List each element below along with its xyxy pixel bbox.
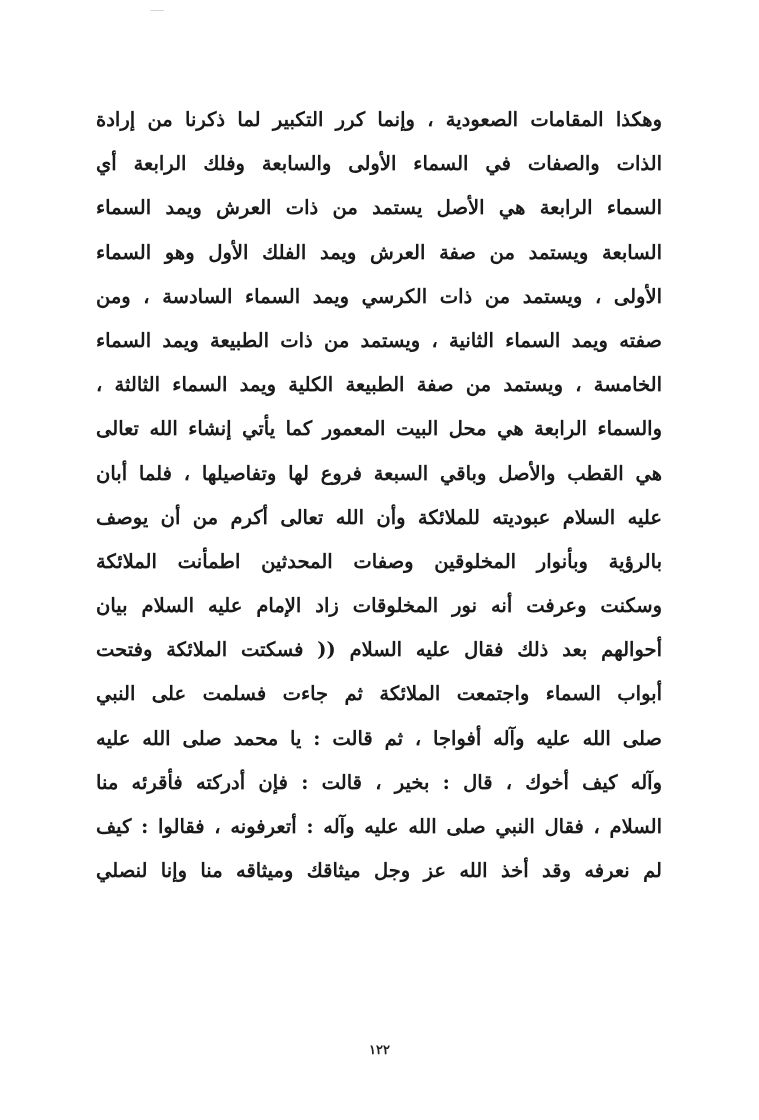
text-line-15: صلى الله عليه وآله أفواجا ، ثم قالت : يا محمد صلى الله عليه [96,726,662,750]
text-line-18: لم نعرفه وقد أخذ الله عز وجل ميثاقك وميثاقه منا وإنا لنصلي [96,859,662,883]
text-line-16: وآله كيف أخوك ، قال : بخير ، قالت : فإن أدركته فأقرئه منا [96,770,662,794]
text-line-13: أحوالهم بعد ذلك فقال عليه السلام (( فسكتت الملائكة وفتحت [96,638,662,662]
text-line-17: السلام ، فقال النبي صلى الله عليه وآله : أتعرفونه ، فقالوا : كيف [96,815,662,838]
text-line-14: أبواب السماء واجتمعت الملائكة ثم جاءت فسلمت على النبي [96,682,662,706]
text-line-5: الأولى ، ويستمد من ذات الكرسي ويمد السماء السادسة ، ومن [96,284,662,308]
text-line-10: عليه السلام عبوديته للملائكة وأن الله تعالى أكرم من أن يوصف [96,505,662,529]
text-line-9: هي القطب والأصل وباقي السبعة فروع لها وتفاصيلها ، فلما أبان [96,461,662,485]
text-line-12: وسكنت وعرفت أنه نور المخلوقات زاد الإمام عليه السلام بيان [96,594,662,618]
scan-mark [150,10,164,11]
body-text [96,98,662,893]
text-line-6: صفته ويمد السماء الثانية ، ويستمد من ذات الطبيعة ويمد السماء [96,328,662,352]
text-line-8: والسماء الرابعة هي محل البيت المعمور كما يأتي إنشاء الله تعالى [96,417,662,441]
text-line-4: السابعة ويستمد من صفة العرش ويمد الفلك الأول وهو السماء [96,240,662,264]
text-line-3: السماء الرابعة هي الأصل يستمد من ذات العرش ويمد السماء [96,196,662,220]
page-number: ١٢٢ [369,1043,390,1058]
text-line-1: وهكذا المقامات الصعودية ، وإنما كرر التكبير لما ذكرنا من إرادة [96,108,662,131]
text-line-7: الخامسة ، ويستمد من صفة الطبيعة الكلية ويمد السماء الثالثة ، [96,373,662,397]
text-line-11: بالرؤية وبأنوار المخلوقين وصفات المحدثين اطمأنت الملائكة [96,549,662,573]
text-line-2: الذات والصفات في السماء الأولى والسابعة وفلك الرابعة أي [96,152,662,176]
